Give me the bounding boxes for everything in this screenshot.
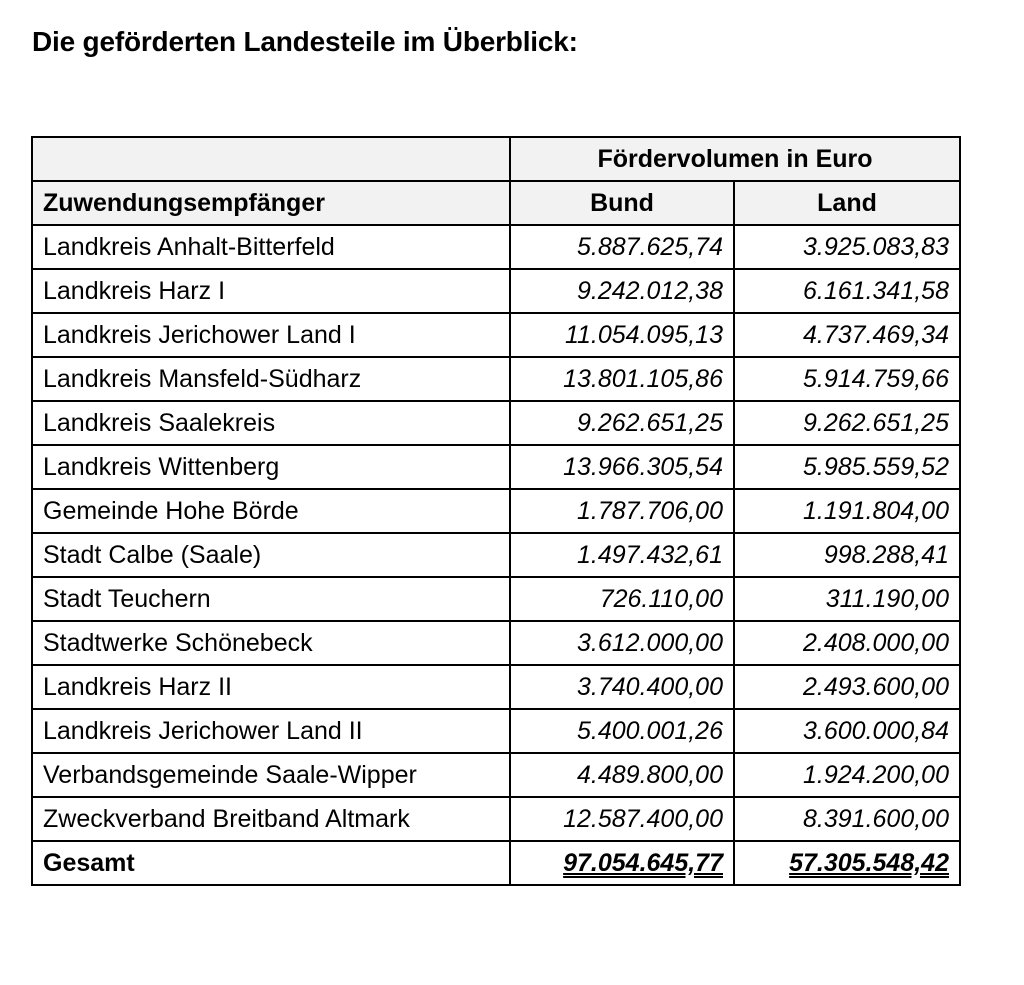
- bund-cell: 9.262.651,25: [510, 401, 734, 445]
- table-row: [32, 269, 960, 313]
- recipient-cell: Zweckverband Breitband Altmark: [32, 797, 510, 841]
- column-header-recipient: Zuwendungsempfänger: [32, 181, 510, 225]
- bund-cell: 3.612.000,00: [510, 621, 734, 665]
- land-cell: 9.262.651,25: [734, 401, 960, 445]
- land-cell: 8.391.600,00: [734, 797, 960, 841]
- bund-cell: 12.587.400,00: [510, 797, 734, 841]
- table-row: [32, 621, 960, 665]
- table-row: [32, 577, 960, 621]
- table-row: [32, 445, 960, 489]
- recipient-cell: Landkreis Harz II: [32, 665, 510, 709]
- bund-cell: 13.966.305,54: [510, 445, 734, 489]
- land-cell: 4.737.469,34: [734, 313, 960, 357]
- total-bund: 97.054.645,77: [510, 841, 734, 885]
- bund-cell: 9.242.012,38: [510, 269, 734, 313]
- recipient-cell: Landkreis Saalekreis: [32, 401, 510, 445]
- bund-cell: 5.887.625,74: [510, 225, 734, 269]
- bund-cell: 4.489.800,00: [510, 753, 734, 797]
- recipient-cell: Stadt Teuchern: [32, 577, 510, 621]
- table-row: [32, 225, 960, 269]
- table-row: [32, 533, 960, 577]
- land-cell: 5.985.559,52: [734, 445, 960, 489]
- table-row: [32, 665, 960, 709]
- bund-cell: 5.400.001,26: [510, 709, 734, 753]
- recipient-cell: Landkreis Harz I: [32, 269, 510, 313]
- column-header-row: [32, 181, 960, 225]
- recipient-cell: Landkreis Mansfeld-Südharz: [32, 357, 510, 401]
- table-row: [32, 401, 960, 445]
- bund-cell: 13.801.105,86: [510, 357, 734, 401]
- table-body: [32, 225, 960, 841]
- funding-table: [31, 136, 961, 886]
- column-header-land: Land: [734, 181, 960, 225]
- recipient-cell: Landkreis Wittenberg: [32, 445, 510, 489]
- bund-cell: 1.787.706,00: [510, 489, 734, 533]
- land-cell: 2.408.000,00: [734, 621, 960, 665]
- land-cell: 311.190,00: [734, 577, 960, 621]
- table-row: [32, 357, 960, 401]
- recipient-cell: Verbandsgemeinde Saale-Wipper: [32, 753, 510, 797]
- land-cell: 1.924.200,00: [734, 753, 960, 797]
- land-cell: 5.914.759,66: [734, 357, 960, 401]
- table-row: [32, 489, 960, 533]
- column-header-bund: Bund: [510, 181, 734, 225]
- recipient-cell: Landkreis Jerichower Land I: [32, 313, 510, 357]
- empty-header-cell: [32, 137, 510, 181]
- land-cell: 1.191.804,00: [734, 489, 960, 533]
- bund-cell: 726.110,00: [510, 577, 734, 621]
- group-header: Fördervolumen in Euro: [510, 137, 960, 181]
- bund-cell: 3.740.400,00: [510, 665, 734, 709]
- total-row: [32, 841, 960, 885]
- group-header-row: [32, 137, 960, 181]
- table-row: [32, 797, 960, 841]
- table-row: [32, 753, 960, 797]
- total-land: 57.305.548,42: [734, 841, 960, 885]
- land-cell: 3.600.000,84: [734, 709, 960, 753]
- recipient-cell: Stadtwerke Schönebeck: [32, 621, 510, 665]
- table-row: [32, 709, 960, 753]
- recipient-cell: Gemeinde Hohe Börde: [32, 489, 510, 533]
- page-title: Die geförderten Landesteile im Überblick:: [32, 26, 578, 57]
- land-cell: 998.288,41: [734, 533, 960, 577]
- bund-cell: 11.054.095,13: [510, 313, 734, 357]
- recipient-cell: Stadt Calbe (Saale): [32, 533, 510, 577]
- land-cell: 3.925.083,83: [734, 225, 960, 269]
- total-label: Gesamt: [32, 841, 510, 885]
- table-row: [32, 313, 960, 357]
- land-cell: 2.493.600,00: [734, 665, 960, 709]
- land-cell: 6.161.341,58: [734, 269, 960, 313]
- recipient-cell: Landkreis Jerichower Land II: [32, 709, 510, 753]
- bund-cell: 1.497.432,61: [510, 533, 734, 577]
- recipient-cell: Landkreis Anhalt-Bitterfeld: [32, 225, 510, 269]
